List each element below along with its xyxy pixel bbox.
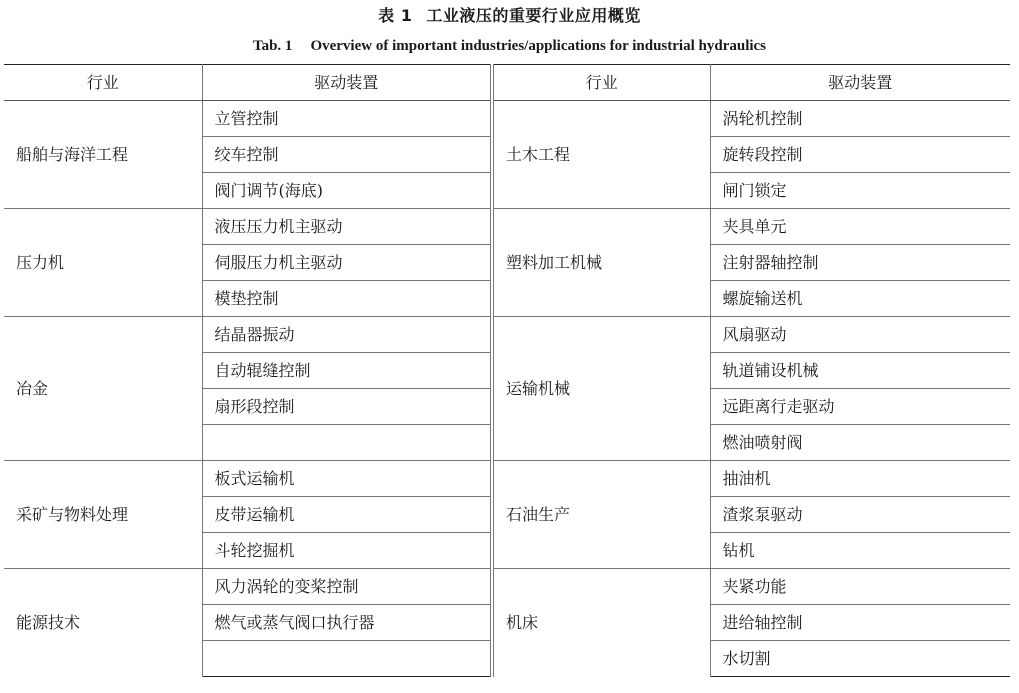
industry-cell-left: 能源技术: [4, 569, 202, 677]
device-cell-right: 轨道铺设机械: [710, 353, 1010, 389]
device-cell-left: 皮带运输机: [202, 497, 492, 533]
device-cell-right: 注射器轴控制: [710, 245, 1010, 281]
table-row: [4, 317, 1010, 353]
industry-cell-right: 机床: [492, 569, 710, 677]
device-cell-left-empty: [202, 425, 492, 461]
industry-cell-right: 塑料加工机械: [492, 209, 710, 317]
header-industry-left: 行业: [4, 65, 202, 101]
industry-cell-right: 土木工程: [492, 101, 710, 209]
header-industry-right: 行业: [492, 65, 710, 101]
industry-cell-left: 船舶与海洋工程: [4, 101, 202, 209]
device-cell-right: 闸门锁定: [710, 173, 1010, 209]
table-number-cn: 表 1: [378, 6, 413, 25]
device-cell-right: 螺旋输送机: [710, 281, 1010, 317]
device-cell-right: 远距离行走驱动: [710, 389, 1010, 425]
device-cell-left: 自动辊缝控制: [202, 353, 492, 389]
device-cell-right: 旋转段控制: [710, 137, 1010, 173]
device-cell-left: 燃气或蒸气阀口执行器: [202, 605, 492, 641]
industry-cell-right: 运输机械: [492, 317, 710, 461]
industry-cell-left: 冶金: [4, 317, 202, 461]
table-caption-english: [0, 36, 1019, 56]
device-cell-left: 立管控制: [202, 101, 492, 137]
industry-cell-right: 石油生产: [492, 461, 710, 569]
header-devices-left: 驱动装置: [202, 65, 492, 101]
device-cell-left: 斗轮挖掘机: [202, 533, 492, 569]
industry-cell-left: 压力机: [4, 209, 202, 317]
device-cell-left: 绞车控制: [202, 137, 492, 173]
header-devices-right: 驱动装置: [710, 65, 1010, 101]
table-title-cn: 工业液压的重要行业应用概览: [426, 6, 641, 25]
table-title-en: Overview of important industries/applications for industrial hydraulics: [310, 38, 767, 54]
table-caption-chinese: [0, 6, 1019, 26]
device-cell-right: 夹紧功能: [710, 569, 1010, 605]
industry-cell-left: 采矿与物料处理: [4, 461, 202, 569]
device-cell-left: 扇形段控制: [202, 389, 492, 425]
table-row: [4, 569, 1010, 605]
table-header-row: [4, 65, 1010, 101]
device-cell-right: 风扇驱动: [710, 317, 1010, 353]
device-cell-left-empty: [202, 641, 492, 677]
device-cell-right: 夹具单元: [710, 209, 1010, 245]
device-cell-right: 进给轴控制: [710, 605, 1010, 641]
device-cell-left: 阀门调节(海底): [202, 173, 492, 209]
industry-applications-table: [4, 64, 1010, 677]
table-number-en: Tab. 1: [252, 38, 293, 54]
device-cell-left: 模垫控制: [202, 281, 492, 317]
device-cell-left: 结晶器振动: [202, 317, 492, 353]
device-cell-right: 涡轮机控制: [710, 101, 1010, 137]
device-cell-right: 燃油喷射阀: [710, 425, 1010, 461]
device-cell-left: 液压压力机主驱动: [202, 209, 492, 245]
device-cell-right: 钻机: [710, 533, 1010, 569]
table-row: [4, 101, 1010, 137]
device-cell-left: 风力涡轮的变桨控制: [202, 569, 492, 605]
table-row: [4, 461, 1010, 497]
table-row: [4, 209, 1010, 245]
device-cell-right: 水切割: [710, 641, 1010, 677]
device-cell-left: 板式运输机: [202, 461, 492, 497]
device-cell-right: 抽油机: [710, 461, 1010, 497]
device-cell-right: 渣浆泵驱动: [710, 497, 1010, 533]
device-cell-left: 伺服压力机主驱动: [202, 245, 492, 281]
